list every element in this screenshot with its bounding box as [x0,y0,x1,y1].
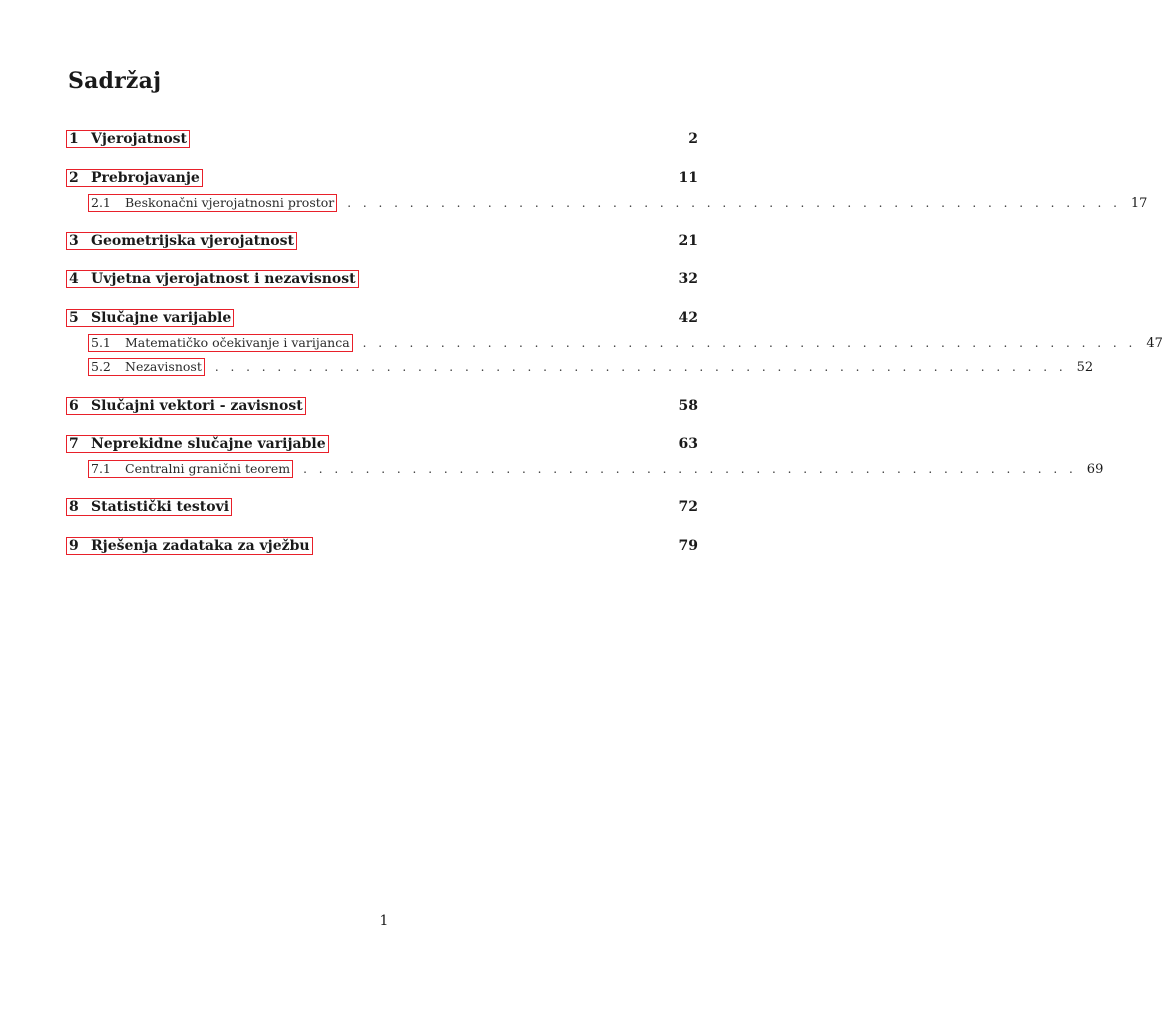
dot-leader: . . . . . . . . . . . . . . . . . . . . . . . . . . . . . . . . . . . . . . . . . . . . . . . . . . [303,462,1077,476]
page-title: Sadržaj [68,68,162,94]
subsection-title: Centralni granični teorem [125,461,291,476]
section-title: Vjerojatnost [91,131,188,147]
page-number: 63 [678,436,698,452]
page-number: 11 [678,170,698,186]
toc-entry-section [66,435,698,453]
subsection-number: 5.2 [91,359,111,374]
subsection-title: Nezavisnost [125,359,202,374]
section-title: Slučajne varijable [91,310,232,326]
toc-entry-subsection [88,358,1094,376]
toc-entry-subsection [88,194,1148,212]
section-title: Geometrijska vjerojatnost [91,233,294,249]
section-number: 2 [69,170,79,186]
section-number: 6 [69,398,79,414]
toc-link[interactable] [66,270,359,288]
page-number: 42 [678,310,698,326]
toc-link[interactable] [66,537,313,555]
subsection-title: Beskonačni vjerojatnosni prostor [125,195,335,210]
page-number: 2 [688,131,698,147]
section-title: Neprekidne slučajne varijable [91,436,326,452]
section-number: 9 [69,538,79,554]
toc-link[interactable] [88,194,337,212]
toc-entry-subsection [88,334,1163,352]
toc-link[interactable] [66,397,306,415]
section-title: Slučajni vektori - zavisnost [91,398,303,414]
page-number: 58 [678,398,698,414]
page-number: 21 [678,233,698,249]
toc-link[interactable] [88,334,353,352]
page-number: 52 [1076,360,1094,375]
toc-entry-section [66,130,698,148]
toc-link[interactable] [66,232,297,250]
subsection-number: 7.1 [91,461,111,476]
section-number: 1 [69,131,79,147]
toc-entry-section [66,270,698,288]
toc-link[interactable] [66,309,234,327]
page-number: 69 [1086,462,1104,477]
toc-entry-subsection [88,460,1104,478]
toc-entry-section [66,397,698,415]
section-number: 5 [69,310,79,326]
subsection-title: Matematičko očekivanje i varijanca [125,335,350,350]
subsection-number: 2.1 [91,195,111,210]
toc-entry-section [66,232,698,250]
section-title: Prebrojavanje [91,170,200,186]
toc-entry-section [66,309,698,327]
toc-entry-section [66,169,698,187]
section-number: 3 [69,233,79,249]
section-title: Rješenja zadataka za vježbu [91,538,310,554]
toc-link[interactable] [66,169,203,187]
toc-entry-section [66,537,698,555]
subsection-number: 5.1 [91,335,111,350]
section-number: 7 [69,436,79,452]
toc-link[interactable] [88,460,293,478]
footer-page-number: 1 [379,913,389,929]
section-number: 8 [69,499,79,515]
dot-leader: . . . . . . . . . . . . . . . . . . . . . . . . . . . . . . . . . . . . . . . . . . . . . . . . . . . . . . . [214,360,1067,374]
section-title: Uvjetna vjerojatnost i nezavisnost [91,271,356,287]
toc-link[interactable] [66,435,329,453]
page-number: 47 [1146,336,1163,351]
page-number: 79 [678,538,698,554]
page-number: 32 [678,271,698,287]
toc-entry-section [66,498,698,516]
section-number: 4 [69,271,79,287]
toc-link[interactable] [66,130,190,148]
section-title: Statistički testovi [91,499,230,515]
toc-link[interactable] [66,498,232,516]
page-number: 17 [1130,196,1148,211]
toc-link[interactable] [88,358,205,376]
page-number: 72 [678,499,698,515]
dot-leader: . . . . . . . . . . . . . . . . . . . . . . . . . . . . . . . . . . . . . . . . . . . . . . . . . . [362,336,1137,350]
dot-leader: . . . . . . . . . . . . . . . . . . . . . . . . . . . . . . . . . . . . . . . . . . . . . . . . . . [347,196,1121,210]
